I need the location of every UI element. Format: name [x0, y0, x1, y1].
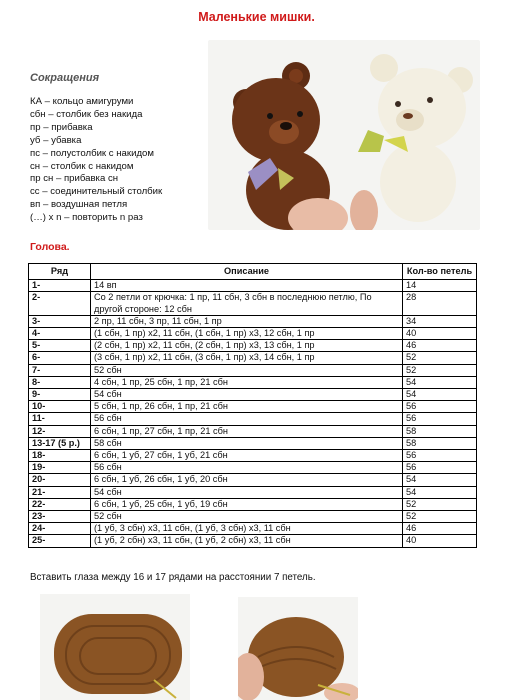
row-stitch-count: 54: [403, 389, 477, 401]
row-description: 2 пр, 11 сбн, 3 пр, 11 сбн, 1 пр: [91, 315, 403, 327]
row-description: 14 вп: [91, 280, 403, 292]
row-number: 2-: [29, 292, 91, 315]
table-row: [29, 413, 477, 425]
row-number: 5-: [29, 340, 91, 352]
row-number: 1-: [29, 280, 91, 292]
header-stitch-count: Кол-во петель: [403, 264, 477, 280]
head-piece-photo: [238, 597, 358, 700]
row-description: 52 сбн: [91, 511, 403, 523]
row-stitch-count: 56: [403, 413, 477, 425]
row-number: 20-: [29, 474, 91, 486]
table-row: [29, 498, 477, 510]
row-stitch-count: 52: [403, 352, 477, 364]
row-number: 11-: [29, 413, 91, 425]
row-stitch-count: 54: [403, 486, 477, 498]
table-header-row: [29, 264, 477, 280]
table-row: [29, 376, 477, 388]
row-description: (1 сбн, 1 пр) x2, 11 сбн, (1 сбн, 1 пр) x3, 12 сбн, 1 пр: [91, 328, 403, 340]
row-number: 24-: [29, 523, 91, 535]
abbreviation-item: уб – убавка: [30, 134, 82, 146]
abbreviation-item: КА – кольцо амигуруми: [30, 96, 134, 107]
row-number: 9-: [29, 389, 91, 401]
pattern-table: [28, 263, 477, 548]
row-description: 6 сбн, 1 пр, 27 сбн, 1 пр, 21 сбн: [91, 425, 403, 437]
row-description: (2 сбн, 1 пр) x2, 11 сбн, (2 сбн, 1 пр) x3, 13 сбн, 1 пр: [91, 340, 403, 352]
row-description: 56 сбн: [91, 413, 403, 425]
row-description: 6 сбн, 1 уб, 27 сбн, 1 уб, 21 сбн: [91, 450, 403, 462]
table-row: [29, 280, 477, 292]
row-stitch-count: 46: [403, 340, 477, 352]
table-row: [29, 437, 477, 449]
row-stitch-count: 54: [403, 474, 477, 486]
row-stitch-count: 14: [403, 280, 477, 292]
table-row: [29, 474, 477, 486]
row-number: 10-: [29, 401, 91, 413]
table-row: [29, 328, 477, 340]
row-stitch-count: 58: [403, 425, 477, 437]
abbreviation-item: пс – полустолбик с накидом: [30, 147, 154, 159]
row-number: 6-: [29, 352, 91, 364]
table-row: [29, 511, 477, 523]
row-stitch-count: 40: [403, 535, 477, 547]
row-number: 21-: [29, 486, 91, 498]
abbreviations-list: [30, 96, 162, 225]
row-description: 54 сбн: [91, 486, 403, 498]
row-stitch-count: 56: [403, 401, 477, 413]
table-row: [29, 389, 477, 401]
row-stitch-count: 40: [403, 328, 477, 340]
row-stitch-count: 52: [403, 511, 477, 523]
row-number: 4-: [29, 328, 91, 340]
oval-piece-photo: [40, 594, 190, 700]
row-stitch-count: 56: [403, 462, 477, 474]
table-row: [29, 364, 477, 376]
row-description: 6 сбн, 1 уб, 25 сбн, 1 уб, 19 сбн: [91, 498, 403, 510]
row-description: 52 сбн: [91, 364, 403, 376]
row-number: 12-: [29, 425, 91, 437]
row-description: 56 сбн: [91, 462, 403, 474]
row-description: 58 сбн: [91, 437, 403, 449]
abbreviation-item: сбн – столбик без накида: [30, 108, 143, 120]
table-row: [29, 292, 477, 315]
table-row: [29, 450, 477, 462]
row-description: 4 сбн, 1 пр, 25 сбн, 1 пр, 21 сбн: [91, 376, 403, 388]
row-number: 25-: [29, 535, 91, 547]
row-number: 22-: [29, 498, 91, 510]
table-row: [29, 352, 477, 364]
row-number: 13-17 (5 р.): [29, 437, 91, 449]
row-description: (1 уб, 3 сбн) x3, 11 сбн, (1 уб, 3 сбн) x3, 11 сбн: [91, 523, 403, 535]
page-title: Маленькие мишки.: [198, 10, 315, 24]
table-row: [29, 535, 477, 547]
table-row: [29, 486, 477, 498]
abbreviation-item: сн – столбик с накидом: [30, 160, 134, 172]
bears-photo: [208, 40, 480, 230]
row-stitch-count: 28: [403, 292, 477, 315]
row-stitch-count: 52: [403, 498, 477, 510]
row-number: 3-: [29, 315, 91, 327]
section-heading-head: Голова.: [30, 241, 70, 253]
table-row: [29, 462, 477, 474]
table-row: [29, 401, 477, 413]
table-row: [29, 315, 477, 327]
row-number: 23-: [29, 511, 91, 523]
row-description: (3 сбн, 1 пр) x2, 11 сбн, (3 сбн, 1 пр) x3, 14 сбн, 1 пр: [91, 352, 403, 364]
row-stitch-count: 54: [403, 376, 477, 388]
abbreviations-heading: Сокращения: [30, 72, 100, 84]
row-description: (1 уб, 2 сбн) x3, 11 сбн, (1 уб, 2 сбн) x3, 11 сбн: [91, 535, 403, 547]
row-stitch-count: 34: [403, 315, 477, 327]
abbreviation-item: (…) x n – повторить n раз: [30, 212, 143, 224]
abbreviation-item: пр – прибавка: [30, 121, 93, 133]
table-row: [29, 425, 477, 437]
eyes-note: Вставить глаза между 16 и 17 рядами на расстоянии 7 петель.: [30, 572, 316, 583]
table-row: [29, 340, 477, 352]
row-stitch-count: 58: [403, 437, 477, 449]
row-number: 19-: [29, 462, 91, 474]
abbreviation-item: пр сн – прибавка сн: [30, 173, 119, 185]
table-row: [29, 523, 477, 535]
abbreviation-item: вп – воздушная петля: [30, 199, 128, 211]
row-description: Со 2 петли от крючка: 1 пр, 11 сбн, 3 сбн в последнюю петлю, По другой стороне: 12 сбн: [91, 292, 403, 315]
row-stitch-count: 56: [403, 450, 477, 462]
header-description: Описание: [91, 264, 403, 280]
row-number: 18-: [29, 450, 91, 462]
row-stitch-count: 52: [403, 364, 477, 376]
row-number: 7-: [29, 364, 91, 376]
row-description: 5 сбн, 1 пр, 26 сбн, 1 пр, 21 сбн: [91, 401, 403, 413]
row-number: 8-: [29, 376, 91, 388]
row-description: 54 сбн: [91, 389, 403, 401]
header-row: Ряд: [29, 264, 91, 280]
row-stitch-count: 46: [403, 523, 477, 535]
abbreviation-item: сс – соединительный столбик: [30, 186, 163, 198]
row-description: 6 сбн, 1 уб, 26 сбн, 1 уб, 20 сбн: [91, 474, 403, 486]
